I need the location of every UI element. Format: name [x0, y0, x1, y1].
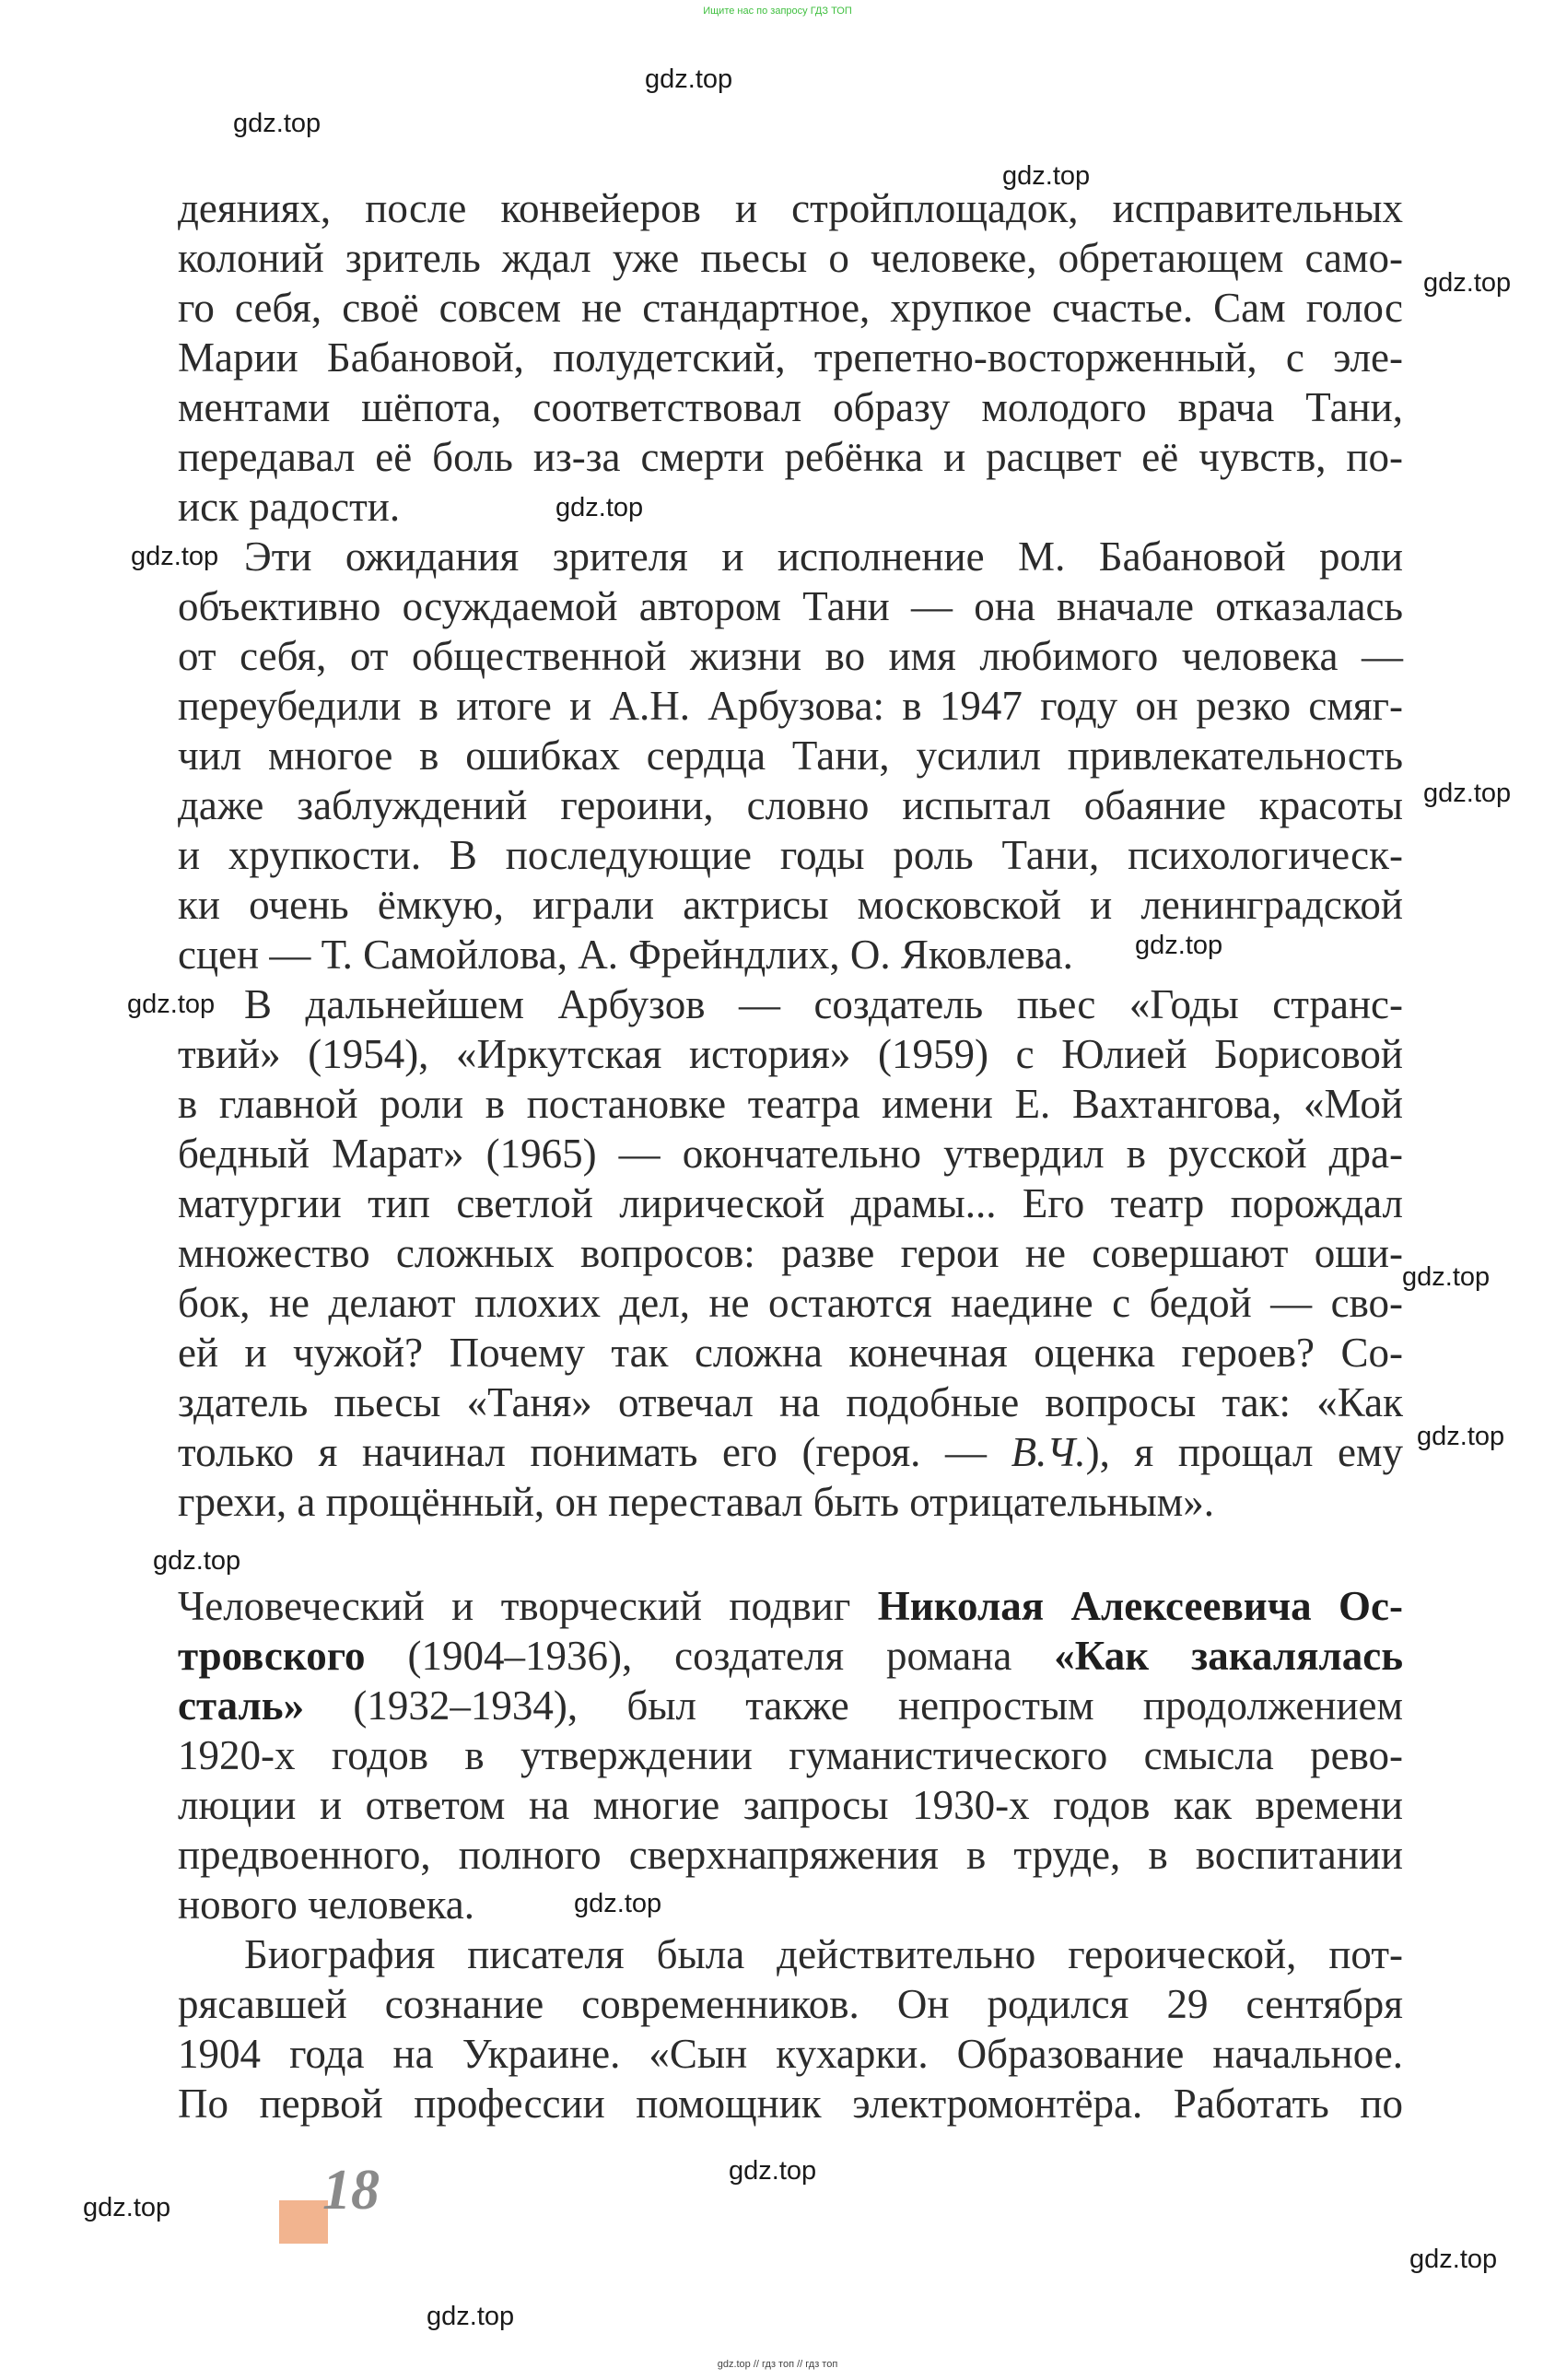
text-line: колоний зритель ждал уже пьесы о человеке, обретающем само- [178, 235, 1403, 281]
text-line: объективно осуждаемой автором Тани — она вначале отказалась [178, 583, 1403, 629]
watermark: gdz.top [127, 990, 216, 1019]
text-line: ей и чужой? Почему так сложна конечная оценка героев? Со- [178, 1330, 1403, 1376]
watermark: gdz.top [1423, 268, 1512, 298]
text-line: и хрупкости. В последующие годы роль Тани, психологическ- [178, 832, 1403, 878]
text-line: чил многое в ошибках сердца Тани, усилил привлекательность [178, 733, 1403, 779]
author-name-bold: тровского [178, 1633, 366, 1679]
text-line [178, 1681, 1403, 1730]
text-span: только я начинал понимать его (героя. — [178, 1429, 1011, 1475]
watermark: gdz.top [574, 1889, 662, 1918]
novel-title-bold: «Как закалялась [1054, 1633, 1403, 1679]
text-line [178, 1631, 1403, 1681]
page-number: 18 [322, 2159, 380, 2222]
text-line: даже заблуждений героини, словно испытал обаяние красоты [178, 782, 1403, 828]
watermark: gdz.top [83, 2193, 171, 2222]
text-line: деяниях, после конвейеров и стройплощадок, исправительных [178, 185, 1403, 231]
watermark: gdz.top [1135, 931, 1223, 960]
text-line: здатель пьесы «Таня» отвечал на подобные вопросы так: «Как [178, 1379, 1403, 1425]
text-line: бедный Марат» (1965) — окончательно утвердил в русской дра- [178, 1131, 1403, 1177]
text-line: Марии Бабановой, полудетский, трепетно-восторженный, с эле- [178, 334, 1403, 381]
page-number-marker [279, 2200, 328, 2244]
paragraph-biography [178, 1929, 1403, 2128]
paragraph-ostrovsky [178, 1581, 1403, 1929]
text-line: сцен — Т. Самойлова, А. Фрейндлих, О. Яковлева. [178, 932, 1073, 978]
watermark: gdz.top [1423, 779, 1512, 808]
text-line [178, 1427, 1403, 1477]
watermark: gdz.top [233, 109, 322, 138]
text-line: го себя, своё совсем не стандартное, хрупкое счастье. Сам голос [178, 285, 1403, 331]
text-line: твий» (1954), «Иркутская история» (1959) с Юлией Борисовой [178, 1031, 1403, 1077]
text-line: передавал её боль из-за смерти ребёнка и расцвет её чувств, по- [178, 434, 1403, 480]
text-line: люции и ответом на многие запросы 1930-х годов как времени [178, 1782, 1403, 1828]
watermark: gdz.top [1402, 1262, 1491, 1292]
text-span: (1904–1936), создателя романа [365, 1633, 1055, 1679]
text-line: грехи, а прощённый, он переставал быть отрицательным». [178, 1479, 1215, 1525]
author-initials: В.Ч. [1011, 1429, 1086, 1475]
text-line: матургии тип светлой лирической драмы... Его театр порождал [178, 1180, 1403, 1226]
paragraph-expectations [178, 532, 1403, 979]
watermark: gdz.top [555, 493, 644, 522]
text-line: По первой профессии помощник электромонтёра. Работать по [178, 2081, 1403, 2127]
watermark: gdz.top [729, 2156, 817, 2186]
watermark: gdz.top [131, 542, 219, 571]
text-span: (1932–1934), был также непростым продолжением [304, 1682, 1403, 1729]
author-name-bold: Николая Алексеевича Ос- [877, 1583, 1403, 1629]
text-line: 1920-х годов в утверждении гуманистического смысла рево- [178, 1732, 1403, 1778]
text-line: бок, не делают плохих дел, не остаются наедине с бедой — сво- [178, 1280, 1403, 1326]
text-line: иск радости. [178, 484, 401, 530]
text-line: множество сложных вопросов: разве герои не совершают оши- [178, 1230, 1403, 1276]
text-line: Эти ожидания зрителя и исполнение М. Бабановой роли [244, 533, 1403, 580]
text-line: ментами шёпота, соответствовал образу молодого врача Тани, [178, 384, 1403, 430]
text-line: ки очень ёмкую, играли актрисы московской и ленинградской [178, 882, 1403, 928]
text-line: рясавшей сознание современников. Он родился 29 сентября [178, 1981, 1403, 2027]
bottom-banner: gdz.top // гдз топ // гдз топ [717, 2359, 838, 2370]
text-line: переубедили в итоге и А.Н. Арбузова: в 1947 году он резко смяг- [178, 683, 1403, 729]
watermark: gdz.top [1002, 161, 1091, 191]
text-line: нового человека. [178, 1882, 475, 1928]
watermark: gdz.top [645, 64, 733, 94]
text-line: 1904 года на Украине. «Сын кухарки. Образование начальное. [178, 2031, 1403, 2077]
text-span: ), я прощал ему [1085, 1429, 1403, 1475]
text-line [178, 1581, 1403, 1631]
text-line: в главной роли в постановке театра имени Е. Вахтангова, «Мой [178, 1081, 1403, 1127]
watermark: gdz.top [427, 2302, 515, 2331]
paragraph-continuation [178, 183, 1403, 532]
watermark: gdz.top [1409, 2245, 1498, 2274]
text-line: от себя, от общественной жизни во имя любимого человека — [178, 633, 1403, 679]
paragraph-arbuzov-later [178, 979, 1403, 1527]
watermark: gdz.top [1417, 1422, 1505, 1451]
top-banner: Ищите нас по запросу ГДЗ ТОП [703, 6, 852, 17]
text-line: Биография писателя была действительно героической, пот- [244, 1931, 1403, 1977]
novel-title-bold: сталь» [178, 1682, 305, 1729]
text-span: Человеческий и творческий подвиг [178, 1583, 878, 1629]
watermark: gdz.top [153, 1546, 241, 1576]
text-line: В дальнейшем Арбузов — создатель пьес «Годы странс- [244, 981, 1403, 1027]
text-line: предвоенного, полного сверхнапряжения в труде, в воспитании [178, 1832, 1403, 1878]
